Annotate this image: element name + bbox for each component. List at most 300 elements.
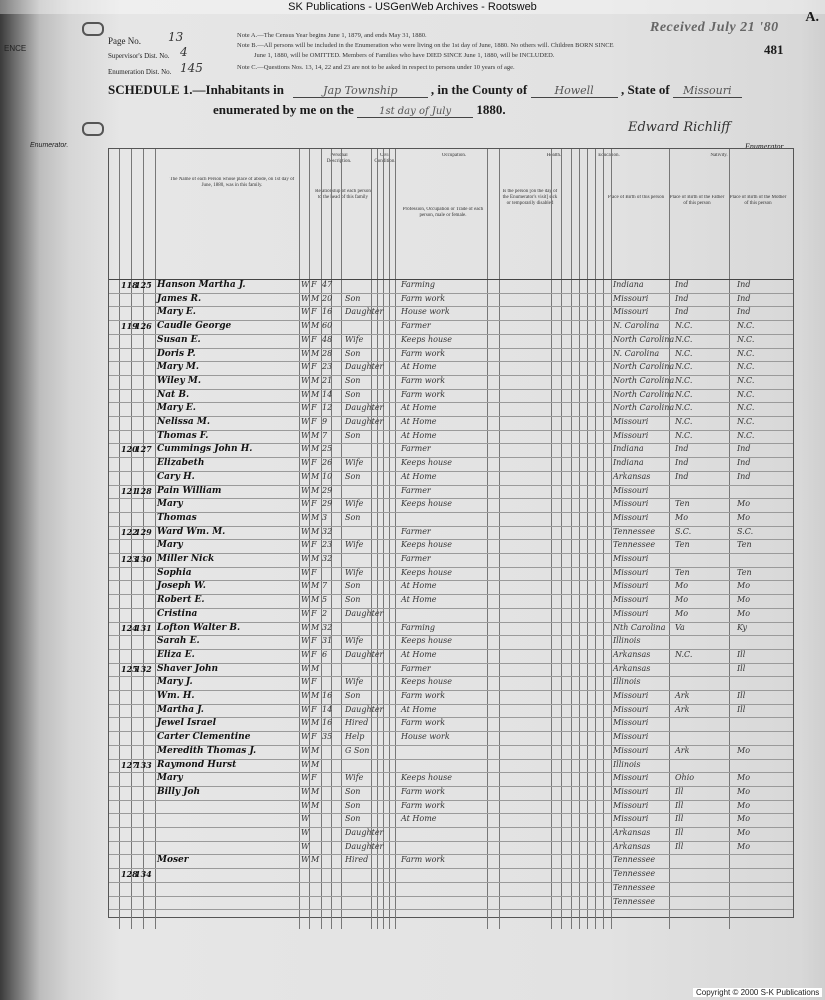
cell-fb: N.C.: [675, 389, 693, 399]
cell-fb: Ind: [675, 293, 689, 303]
cell-race: W: [301, 595, 310, 605]
cell-sex: F: [311, 677, 317, 687]
cell-rel: Daughter: [345, 841, 384, 851]
cell-race: W: [301, 567, 310, 577]
cell-sex: M: [311, 595, 320, 605]
nativity-header: Nativity.: [710, 153, 728, 158]
cell-race: W: [301, 375, 310, 385]
cell-race: W: [301, 293, 310, 303]
cell-age: 9: [322, 417, 328, 426]
cell-age: 23: [322, 540, 333, 550]
cell-birth: Nth Carolina: [613, 622, 666, 632]
cell-sex: F: [311, 773, 317, 783]
col-name-header: The Name of each Person whose place of abode, on 1st day of June, 1880, was in this family.: [169, 177, 295, 188]
cell-rel: Hired: [345, 718, 369, 728]
cell-name: Raymond Hurst: [157, 759, 237, 770]
cell-race: W: [301, 745, 310, 755]
cell-birth: Missouri: [613, 430, 649, 440]
cell-fb: Ill: [675, 800, 684, 810]
cell-age: 7: [322, 581, 328, 591]
cell-rel: Son: [345, 786, 361, 796]
enumerator-label: Enumerator.: [745, 142, 785, 151]
binding-ring: [82, 22, 104, 36]
cell-age: 5: [322, 595, 328, 605]
cell-fb: N.C.: [675, 321, 693, 331]
cell-race: W: [301, 800, 310, 810]
col-mother-birth-header: Place of Birth of the Mother of this person: [729, 195, 787, 206]
cell-sex: M: [311, 389, 320, 399]
cell-fam: 133: [135, 759, 152, 770]
cell-name: Mary: [157, 499, 183, 510]
cell-name: Ward Wm. M.: [157, 526, 226, 537]
cell-sex: M: [311, 855, 320, 865]
cell-birth: Missouri: [613, 567, 649, 577]
cell-age: 32: [322, 554, 333, 563]
cell-occ: Farmer: [401, 485, 431, 495]
cell-age: 20: [322, 293, 333, 303]
county-value: Howell: [531, 84, 618, 98]
cell-birth: Missouri: [613, 691, 649, 700]
cell-mb: Mo: [737, 499, 751, 509]
cell-race: W: [301, 485, 310, 495]
cell-mb: Ind: [737, 471, 751, 481]
cell-rel: Daughter: [345, 704, 384, 714]
cell-rel: Son: [345, 814, 361, 824]
cell-mb: Mo: [737, 581, 751, 591]
cell-age: 3: [322, 512, 328, 522]
cell-age: 47: [322, 280, 333, 289]
cell-fb: Ind: [675, 307, 689, 317]
cell-name: Sophia: [157, 567, 192, 578]
cell-sex: M: [311, 512, 320, 522]
row-rule: [109, 868, 793, 869]
cell-occ: Farming: [401, 622, 436, 632]
cell-rel: Wife: [345, 773, 364, 783]
cell-name: Susan E.: [157, 334, 201, 345]
cell-fb: N.C.: [675, 430, 693, 440]
cell-rel: Wife: [345, 567, 364, 577]
cell-sex: F: [311, 567, 317, 577]
cell-occ: Farmer: [401, 444, 431, 454]
supervisor-value: 4: [180, 45, 188, 59]
cell-occ: House work: [401, 732, 450, 742]
cell-name: Carter Clementine: [157, 732, 251, 743]
cell-mb: Ind: [737, 280, 751, 289]
cell-occ: Farmer: [401, 321, 431, 331]
cell-sex: F: [311, 732, 317, 742]
cell-age: 10: [322, 471, 333, 481]
row-rule: [109, 704, 793, 705]
cell-sex: M: [311, 430, 320, 440]
cell-birth: Missouri: [613, 499, 649, 509]
schedule-line: [108, 82, 742, 98]
cell-age: 14: [322, 389, 333, 399]
cell-age: 25: [322, 444, 333, 454]
col-relationship-header: Relationship of each person to the head of this family: [315, 189, 371, 200]
cell-age: 2: [322, 608, 328, 618]
cell-name: Sarah E.: [157, 636, 200, 647]
row-rule: [109, 800, 793, 801]
township-value: Jap Township: [293, 84, 427, 98]
cell-mb: Ind: [737, 307, 751, 317]
cell-birth: Arkansas: [613, 649, 651, 659]
cell-race: W: [301, 417, 310, 426]
cell-birth: Missouri: [613, 485, 649, 495]
cell-age: 28: [322, 348, 333, 358]
cell-sex: F: [311, 704, 317, 714]
cell-birth: Missouri: [613, 814, 649, 824]
cell-name: Billy Joh: [157, 786, 201, 797]
cell-age: 14: [322, 704, 333, 714]
copyright-notice: Copyright © 2000 S-K Publications: [693, 988, 822, 997]
cell-occ: House work: [401, 307, 450, 317]
cell-mb: Ind: [737, 458, 751, 468]
cell-age: 29: [322, 485, 333, 495]
cell-rel: Daughter: [345, 417, 384, 426]
cell-sex: M: [311, 786, 320, 796]
cell-birth: Missouri: [613, 307, 649, 317]
cell-birth: Missouri: [613, 704, 649, 714]
cell-fb: N.C.: [675, 334, 693, 344]
cell-name: Cristina: [157, 608, 198, 619]
cell-fam: 134: [135, 869, 152, 880]
cell-name: Cary H.: [157, 471, 195, 482]
cell-rel: G Son: [345, 745, 370, 755]
cell-rel: Daughter: [345, 828, 384, 837]
cell-age: 60: [322, 321, 333, 331]
enumerated-label: enumerated by me on the: [213, 102, 354, 117]
cell-mb: Mo: [737, 800, 751, 810]
cell-mb: Ill: [737, 704, 746, 714]
cell-fb: Va: [675, 622, 685, 632]
cell-rel: Wife: [345, 499, 364, 509]
cell-race: W: [301, 663, 310, 673]
cell-sex: F: [311, 334, 317, 344]
supervisor-label: Supervisor's Dist. No.: [108, 52, 170, 60]
cell-sex: M: [311, 526, 320, 536]
left-strip-enumerator: Enumerator.: [30, 142, 69, 149]
cell-fb: N.C.: [675, 649, 693, 659]
cell-name: Mary E.: [157, 307, 196, 318]
cell-name: Mary: [157, 773, 183, 784]
personal-header: Personal Description.: [326, 153, 352, 164]
cell-age: 29: [322, 499, 333, 509]
cell-mb: N.C.: [737, 389, 755, 399]
cell-race: W: [301, 499, 310, 509]
cell-mb: Mo: [737, 745, 751, 755]
cell-race: W: [301, 526, 310, 536]
cell-age: 23: [322, 362, 333, 372]
cell-age: 32: [322, 622, 333, 632]
cell-race: W: [301, 786, 310, 796]
cell-age: 48: [322, 334, 333, 344]
cell-fb: N.C.: [675, 348, 693, 358]
cell-rel: Daughter: [345, 649, 384, 659]
cell-occ: Keeps house: [401, 567, 452, 577]
cell-birth: Missouri: [613, 293, 649, 303]
cell-name: Mary: [157, 540, 183, 551]
cell-birth: Tennessee: [613, 540, 656, 550]
cell-name: Lofton Walter B.: [157, 622, 241, 633]
cell-birth: North Carolina: [613, 389, 675, 399]
cell-age: 16: [322, 718, 333, 728]
cell-fam: 129: [135, 526, 152, 537]
census-table: [108, 148, 794, 918]
cell-name: Nat B.: [157, 389, 190, 400]
cell-dw: 118: [121, 280, 138, 290]
cell-birth: Missouri: [613, 417, 649, 426]
education-header: Education.: [598, 153, 620, 158]
cell-birth: Missouri: [613, 732, 649, 742]
cell-rel: Son: [345, 293, 361, 303]
cell-race: W: [301, 334, 310, 344]
cell-mb: S.C.: [737, 526, 754, 536]
cell-race: W: [301, 759, 310, 769]
cell-dw: 122: [121, 526, 138, 537]
cell-occ: At Home: [401, 417, 437, 426]
cell-rel: Son: [345, 471, 361, 481]
cell-dw: 124: [121, 622, 138, 633]
cell-race: W: [301, 622, 310, 632]
cell-name: James R.: [157, 293, 202, 304]
cell-rel: Son: [345, 348, 361, 358]
cell-birth: Missouri: [613, 773, 649, 783]
cell-mb: Ill: [737, 649, 746, 659]
cell-fb: Ten: [675, 540, 690, 550]
cell-birth: North Carolina: [613, 334, 675, 344]
cell-occ: Keeps house: [401, 499, 452, 509]
cell-fam: 130: [135, 554, 152, 564]
cell-sex: F: [311, 649, 317, 659]
cell-name: Moser: [157, 855, 189, 866]
cell-mb: Mo: [737, 814, 751, 824]
cell-sex: M: [311, 663, 320, 673]
cell-name: Meredith Thomas J.: [157, 745, 257, 756]
cell-birth: N. Carolina: [613, 348, 660, 358]
cell-birth: Indiana: [613, 444, 644, 454]
cell-sex: F: [311, 403, 317, 413]
cell-race: W: [301, 403, 310, 413]
cell-race: W: [301, 307, 310, 317]
cell-sex: F: [311, 307, 317, 317]
cell-birth: North Carolina: [613, 375, 675, 385]
cell-sex: F: [311, 362, 317, 372]
cell-fb: Ohio: [675, 773, 695, 783]
cell-race: W: [301, 458, 310, 468]
cell-rel: Wife: [345, 334, 364, 344]
cell-race: W: [301, 554, 310, 563]
cell-occ: At Home: [401, 362, 437, 372]
cell-birth: Missouri: [613, 581, 649, 591]
cell-race: W: [301, 841, 310, 851]
cell-sex: M: [311, 622, 320, 632]
cell-mb: Ind: [737, 444, 751, 454]
cell-sex: M: [311, 485, 320, 495]
note-b-cont: June 1, 1880, will be OMITTED. Members of Families who have DIED SINCE June 1, 1880, will be INCLUDED.: [254, 52, 555, 59]
cell-fb: Ill: [675, 828, 684, 837]
left-strip-label: ENCE: [4, 44, 27, 53]
row-rule: [109, 909, 793, 910]
cell-race: W: [301, 581, 310, 591]
cell-dw: 120: [121, 444, 138, 455]
cell-mb: N.C.: [737, 321, 755, 331]
cell-name: Mary M.: [157, 362, 199, 373]
cell-occ: At Home: [401, 403, 437, 413]
cell-race: W: [301, 718, 310, 728]
cell-race: W: [301, 608, 310, 618]
cell-rel: Daughter: [345, 362, 384, 372]
page-no-label: Page No.: [108, 36, 141, 46]
cell-occ: At Home: [401, 704, 437, 714]
cell-sex: M: [311, 718, 320, 728]
cell-sex: M: [311, 348, 320, 358]
cell-fb: Ark: [675, 691, 690, 700]
cell-mb: Ten: [737, 540, 752, 550]
cell-birth: Missouri: [613, 745, 649, 755]
cell-name: Jewel Israel: [157, 718, 217, 729]
cell-birth: Arkansas: [613, 471, 651, 481]
cell-fb: Ill: [675, 841, 684, 851]
corner-letter: A.: [805, 10, 819, 25]
state-label: , State of: [620, 82, 670, 97]
cell-mb: Ind: [737, 293, 751, 303]
cell-fb: Ill: [675, 786, 684, 796]
cell-sex: M: [311, 691, 320, 700]
cell-name: Robert E.: [157, 595, 205, 606]
cell-mb: Ten: [737, 567, 752, 577]
page-no-value: 13: [168, 30, 184, 44]
cell-fb: Ind: [675, 444, 689, 454]
cell-fam: 128: [135, 485, 152, 496]
enumerated-line: [213, 102, 506, 118]
cell-birth: North Carolina: [613, 403, 675, 413]
received-stamp: Received July 21 '80: [650, 20, 779, 35]
cell-fb: Mo: [675, 595, 689, 605]
cell-race: W: [301, 677, 310, 687]
cell-race: W: [301, 471, 310, 481]
cell-birth: Indiana: [613, 280, 644, 289]
cell-mb: N.C.: [737, 348, 755, 358]
row-rule: [109, 882, 793, 883]
cell-fb: Mo: [675, 608, 689, 618]
cell-age: 12: [322, 403, 333, 413]
cell-sex: F: [311, 499, 317, 509]
cell-name: Joseph W.: [157, 581, 206, 592]
enumerated-day: 1st day of July: [357, 106, 473, 118]
cell-age: 31: [322, 636, 333, 646]
cell-occ: At Home: [401, 430, 437, 440]
cell-birth: Indiana: [613, 458, 644, 468]
cell-occ: Farmer: [401, 526, 431, 536]
cell-mb: Mo: [737, 608, 751, 618]
cell-name: Nelissa M.: [157, 417, 210, 427]
cell-occ: Keeps house: [401, 636, 452, 646]
cell-birth: Missouri: [613, 595, 649, 605]
cell-fb: Ark: [675, 745, 690, 755]
cell-occ: Farm work: [401, 786, 446, 796]
cell-fb: Ark: [675, 704, 690, 714]
cell-race: W: [301, 773, 310, 783]
cell-dw: 127: [121, 759, 138, 770]
cell-rel: Help: [345, 732, 365, 742]
note-b: Note B.—All persons will be included in the Enumeration who were living on the 1st day of June, 1880. No others will. Children BORN SINCE: [237, 42, 614, 49]
cell-name: Thomas: [157, 512, 197, 523]
row-rule: [109, 827, 793, 828]
cell-dw: 123: [121, 554, 138, 564]
cell-rel: Son: [345, 512, 361, 522]
cell-birth: Illinois: [613, 636, 641, 646]
cell-name: Pain William: [157, 485, 222, 496]
cell-fam: 131: [135, 622, 152, 633]
cell-race: W: [301, 321, 310, 331]
cell-occ: Farm work: [401, 718, 446, 728]
row-rule: [109, 608, 793, 609]
cell-fb: Ind: [675, 471, 689, 481]
cell-name: Caudle George: [157, 321, 232, 332]
cell-age: 7: [322, 430, 328, 440]
col-occupation-header: Profession, Occupation or Trade of each person, male or female.: [402, 207, 484, 218]
cell-fb: S.C.: [675, 526, 692, 536]
cell-birth: N. Carolina: [613, 321, 660, 331]
cell-sex: F: [311, 280, 317, 289]
cell-rel: Son: [345, 800, 361, 810]
cell-race: W: [301, 814, 310, 824]
cell-rel: Wife: [345, 458, 364, 468]
health-header: Health.: [546, 153, 562, 158]
cell-mb: Ill: [737, 663, 746, 673]
binding-ring: [82, 122, 104, 136]
site-title: SK Publications - USGenWeb Archives - Rootsweb: [0, 0, 825, 14]
cell-fam: 127: [135, 444, 152, 455]
enumeration-label: Enumeration Dist. No.: [108, 68, 172, 76]
cell-name: Mary J.: [157, 677, 193, 688]
cell-race: W: [301, 540, 310, 550]
cell-name: Martha J.: [157, 704, 204, 715]
cell-mb: N.C.: [737, 417, 755, 426]
cell-occ: Farm work: [401, 389, 446, 399]
cell-sex: F: [311, 540, 317, 550]
cell-name: Miller Nick: [157, 554, 215, 564]
cell-fb: Ill: [675, 814, 684, 824]
cell-rel: Daughter: [345, 403, 384, 413]
cell-name: Thomas F.: [157, 430, 209, 441]
cell-sex: M: [311, 745, 320, 755]
cell-mb: Mo: [737, 595, 751, 605]
note-c: Note C.—Questions Nos. 13, 14, 22 and 23 are not to be asked in respect to persons under 10 years of age.: [237, 64, 515, 71]
col-birthplace-header: Place of Birth of this person: [607, 195, 665, 200]
cell-occ: Farm work: [401, 375, 446, 385]
cell-name: Elizabeth: [157, 458, 205, 469]
enumerator-signature: Edward Richliff: [628, 120, 731, 135]
cell-dw: 125: [121, 663, 138, 674]
cell-occ: Farmer: [401, 554, 431, 563]
cell-birth: Missouri: [613, 718, 649, 728]
cell-birth: Arkansas: [613, 663, 651, 673]
cell-dw: 128: [121, 869, 138, 880]
enumeration-value: 145: [180, 61, 203, 75]
cell-fb: Mo: [675, 512, 689, 522]
cell-race: W: [301, 828, 310, 837]
cell-birth: Tennessee: [613, 896, 656, 906]
cell-name: Hanson Martha J.: [157, 280, 246, 290]
cell-sex: M: [311, 444, 320, 454]
cell-mb: Mo: [737, 828, 751, 837]
cell-birth: Tennessee: [613, 526, 656, 536]
cell-fb: N.C.: [675, 403, 693, 413]
cell-age: 6: [322, 649, 328, 659]
cell-age: 32: [322, 526, 333, 536]
cell-sex: F: [311, 636, 317, 646]
